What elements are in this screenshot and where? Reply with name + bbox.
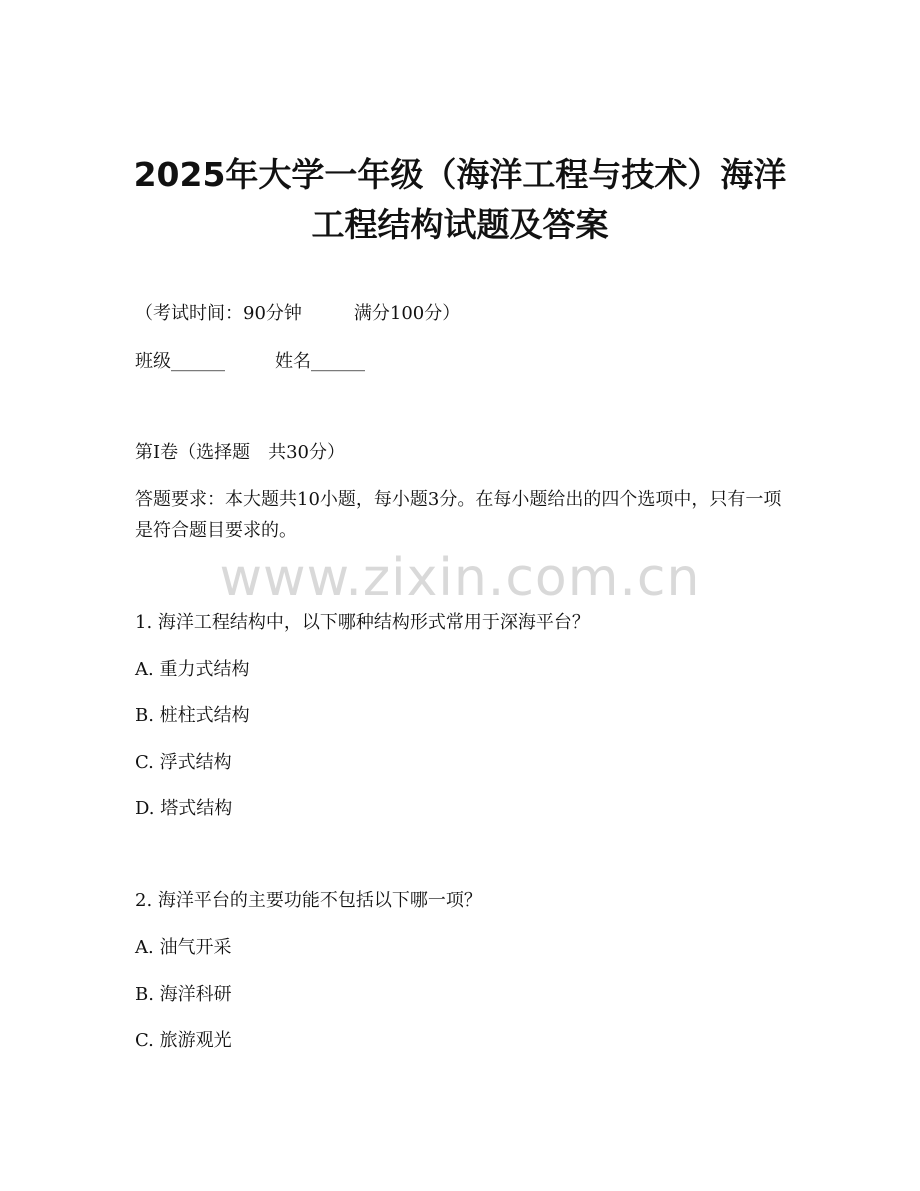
question-2-option-b: B. 海洋科研 — [135, 984, 232, 1005]
title-line-1: 2025年大学一年级（海洋工程与技术）海洋 — [133, 155, 787, 194]
watermark: www.zixin.com.cn — [219, 548, 701, 608]
question-1-option-a: A. 重力式结构 — [135, 659, 250, 680]
class-field-label: 班级______ — [135, 351, 225, 372]
question-1-option-c: C. 浮式结构 — [135, 752, 232, 773]
question-1-stem: 1. 海洋工程结构中，以下哪种结构形式常用于深海平台？ — [135, 612, 590, 633]
exam-time: （考试时间：90分钟 — [135, 303, 302, 324]
question-2-option-c: C. 旅游观光 — [135, 1030, 232, 1051]
full-score: 满分100分） — [353, 303, 461, 324]
question-2-option-a: A. 油气开采 — [135, 937, 232, 958]
question-1-option-d: D. 塔式结构 — [135, 798, 233, 819]
instructions: 答题要求：本大题共10小题，每小题3分。在每小题给出的四个选项中，只有一项是符合题目要求的。 — [135, 489, 782, 541]
name-field-label: 姓名______ — [275, 351, 365, 372]
question-1-option-b: B. 桩柱式结构 — [135, 705, 250, 726]
question-2-stem: 2. 海洋平台的主要功能不包括以下哪一项？ — [135, 890, 482, 911]
title-line-2: 工程结构试题及答案 — [311, 205, 609, 244]
document-title — [60, 150, 860, 250]
student-info — [135, 349, 365, 375]
section-heading: 第I卷（选择题 共30分） — [135, 442, 346, 463]
exam-info — [135, 301, 460, 327]
